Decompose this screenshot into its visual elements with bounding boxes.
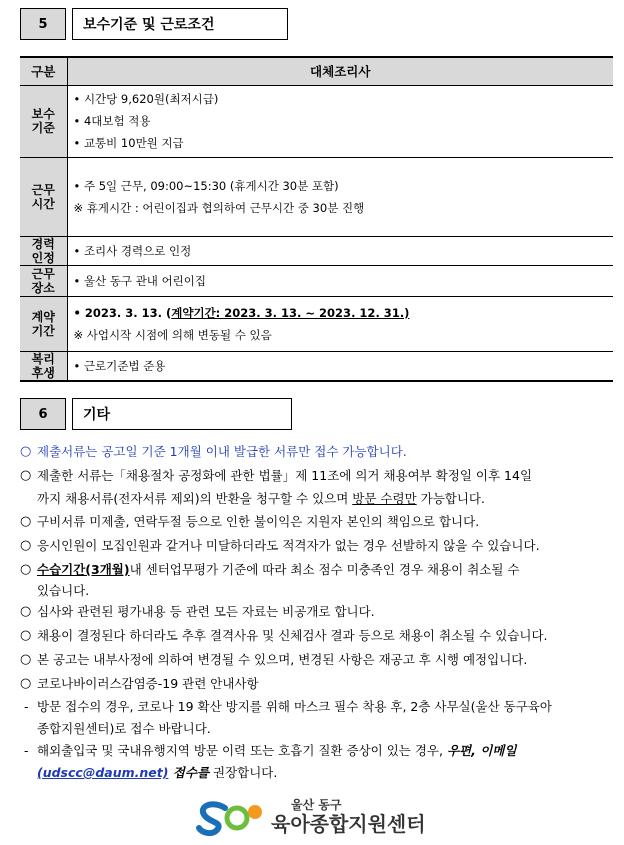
circle-marker-icon: ○ bbox=[20, 604, 32, 619]
row-label-hours: 근무 시간 bbox=[20, 157, 67, 236]
row-place bbox=[67, 265, 613, 296]
center-logo bbox=[195, 795, 465, 840]
row-career bbox=[67, 236, 613, 265]
note: ※ 휴게시간 : 어린이집과 협의하여 근무시간 중 30분 진행 bbox=[73, 200, 365, 215]
list-item: ○ 본 공고는 내부사정에 의하여 변경될 수 있으며, 변경된 사항은 재공고 후 시행 예정입니다. bbox=[20, 648, 620, 672]
terms-table bbox=[20, 56, 613, 382]
center-logo-icon bbox=[195, 798, 265, 838]
list-item: • 4대보험 적용 bbox=[74, 110, 614, 132]
list-item: ○ 구비서류 미제출, 연락두절 등으로 인한 불이익은 지원자 본인의 책임으로 합니다. bbox=[20, 510, 620, 534]
circle-marker-icon: ○ bbox=[20, 628, 32, 643]
logo-title: 육아종합지원센터 bbox=[271, 812, 426, 836]
row-label-welfare: 복리 후생 bbox=[20, 351, 67, 381]
sub-item: - 해외출입국 및 국내유행지역 방문 이력 또는 호흡기 질환 증상이 있는 경우, 우편, 이메일 (udscc@daum.net) 접수를 권장합니다. bbox=[20, 740, 620, 784]
circle-marker-icon: ○ bbox=[20, 514, 32, 529]
list-item: ○ 응시인원이 모집인원과 같거나 미달하더라도 적격자가 없는 경우 선발하지 않을 수 있습니다. bbox=[20, 534, 620, 558]
row-label-pay: 보수 기준 bbox=[20, 85, 67, 157]
row-label-place: 근무 장소 bbox=[20, 265, 67, 296]
list-item: • 울산 동구 관내 어린이집 bbox=[74, 270, 614, 292]
row-label-contract: 계약 기간 bbox=[20, 296, 67, 351]
section-5-header bbox=[20, 8, 288, 40]
list-item: • 주 5일 근무, 09:00~15:30 (휴게시간 30분 포함) bbox=[74, 175, 614, 197]
header-position: 대체조리사 bbox=[67, 57, 613, 85]
contract-period: • 2023. 3. 13. (계약기간: 2023. 3. 13. ~ 2023. 12. 31.) bbox=[74, 302, 614, 324]
list-item-continuation: 있습니다. bbox=[37, 583, 90, 598]
row-contract bbox=[67, 296, 613, 351]
circle-marker-icon: ○ bbox=[20, 562, 32, 577]
list-item: ○ 코로나바이러스감염증-19 관련 안내사항 bbox=[20, 672, 620, 696]
section-6-header bbox=[20, 398, 292, 430]
list-item: ○ 제출서류는 공고일 기준 1개월 이내 발급한 서류만 접수 가능합니다. bbox=[20, 440, 620, 464]
row-hours bbox=[67, 157, 613, 236]
circle-marker-icon: ○ bbox=[20, 652, 32, 667]
sub-item: - 방문 접수의 경우, 코로나 19 확산 방지를 위해 마스크 필수 착용 후, 2층 사무실(울산 동구육아 종합지원센터)로 접수 바랍니다. bbox=[20, 696, 620, 740]
list-item: • 교통비 10만원 지급 bbox=[74, 132, 614, 154]
list-item: ○ 수습기간(3개월)내 센터업무평가 기준에 따라 최소 점수 미충족인 경우 채용이 취소될 수 bbox=[20, 558, 620, 582]
list-item: ○ 심사와 관련된 평가내용 등 관련 모든 자료는 비공개로 합니다. bbox=[20, 600, 620, 624]
circle-marker-icon: ○ bbox=[20, 444, 32, 459]
dash-marker: - bbox=[24, 743, 29, 758]
email-link[interactable]: (udscc@daum.net) bbox=[37, 765, 169, 780]
section-number: 6 bbox=[20, 398, 66, 430]
list-item: ○ 채용이 결정된다 하더라도 추후 결격사유 및 신체검사 결과 등으로 채용이 취소될 수 있습니다. bbox=[20, 624, 620, 648]
list-item: ○ 제출한 서류는「채용절차 공정화에 관한 법률」제 11조에 의거 채용여부 확정일 이후 14일 bbox=[20, 464, 620, 488]
row-welfare bbox=[67, 351, 613, 381]
header-category: 구분 bbox=[20, 57, 67, 85]
notice-list bbox=[20, 440, 620, 784]
list-item: • 조리사 경력으로 인정 bbox=[74, 240, 614, 262]
circle-marker-icon: ○ bbox=[20, 468, 32, 483]
dash-marker: - bbox=[24, 699, 29, 714]
circle-marker-icon: ○ bbox=[20, 538, 32, 553]
note: ※ 사업시작 시점에 의해 변동될 수 있음 bbox=[73, 327, 272, 342]
row-pay bbox=[67, 85, 613, 157]
section-title: 보수기준 및 근로조건 bbox=[72, 8, 288, 40]
circle-marker-icon: ○ bbox=[20, 676, 32, 691]
list-item: • 근로기준법 준용 bbox=[74, 355, 614, 377]
logo-subtitle: 울산 동구 bbox=[291, 798, 342, 812]
section-number: 5 bbox=[20, 8, 66, 40]
list-item: • 시간당 9,620원(최저시급) bbox=[74, 88, 614, 110]
section-title: 기타 bbox=[72, 398, 292, 430]
list-item-continuation: 까지 채용서류(전자서류 제외)의 반환을 청구할 수 있으며 방문 수령만 가능합니다. bbox=[37, 491, 485, 506]
row-label-career: 경력 인정 bbox=[20, 236, 67, 265]
